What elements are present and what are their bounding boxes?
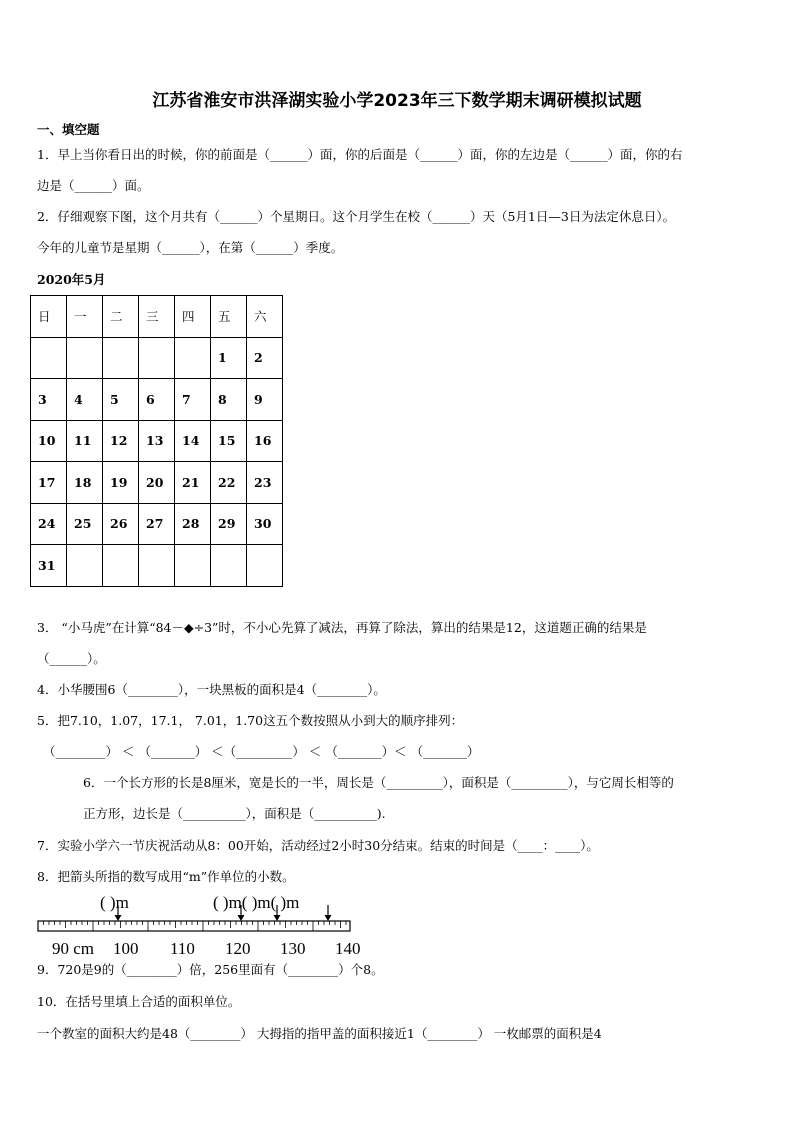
arrow-down-icon	[325, 915, 332, 921]
question-1-line-1: 1．早上当你看日出的时候，你的前面是（______）面，你的后面是（______）面，你的左边是（______）面，你的右	[37, 147, 683, 162]
calendar-table	[30, 295, 283, 587]
ruler-answer-label: ( )m	[100, 893, 129, 912]
calendar-day-cell: 22	[211, 462, 247, 504]
calendar-week-row	[31, 337, 283, 379]
question-2-line-2: 今年的儿童节是星期（______），在第（______）季度。	[37, 240, 344, 255]
calendar-week-row	[31, 545, 283, 587]
calendar-day-cell: 25	[67, 503, 103, 545]
calendar-day-cell: 7	[175, 379, 211, 421]
calendar-day-cell: 21	[175, 462, 211, 504]
question-9: 9．720是9的（________）倍，256里面有（________）个8。	[37, 962, 384, 977]
question-5-line-2: （________） ＜ （_______） ＜（_________） ＜ （_______）＜ （_______）	[43, 744, 480, 759]
calendar-day-cell: 26	[103, 503, 139, 545]
calendar-day-cell: 13	[139, 420, 175, 462]
calendar-week-row	[31, 503, 283, 545]
calendar-caption: 2020年5月	[37, 272, 106, 287]
question-6-line-1: 6．一个长方形的长是8厘米，宽是长的一半，周长是（_________），面积是（_________），与它周长相等的	[83, 775, 674, 790]
calendar-day-cell	[31, 337, 67, 379]
calendar-day-cell: 20	[139, 462, 175, 504]
calendar-header-cell: 五	[211, 296, 247, 338]
calendar-day-cell: 10	[31, 420, 67, 462]
calendar-header-row	[31, 296, 283, 338]
calendar-day-cell: 15	[211, 420, 247, 462]
calendar-day-cell: 5	[103, 379, 139, 421]
calendar-day-cell: 18	[67, 462, 103, 504]
question-2-line-1: 2．仔细观察下图，这个月共有（______）个星期日。这个月学生在校（______）天（5月1日—3日为法定休息日）。	[37, 209, 676, 224]
question-6-line-2: 正方形，边长是（__________），面积是（__________).	[83, 806, 386, 821]
calendar-header-cell: 三	[139, 296, 175, 338]
calendar-day-cell: 14	[175, 420, 211, 462]
ruler-scale-label: 120	[225, 939, 251, 958]
calendar-day-cell	[67, 545, 103, 587]
arrow-down-icon	[274, 915, 281, 921]
page-title: 江苏省淮安市洪泽湖实验小学2023年三下数学期末调研模拟试题	[152, 91, 642, 111]
calendar-day-cell: 4	[67, 379, 103, 421]
calendar-day-cell: 9	[247, 379, 283, 421]
calendar-day-cell: 16	[247, 420, 283, 462]
calendar-day-cell: 17	[31, 462, 67, 504]
calendar-day-cell: 11	[67, 420, 103, 462]
calendar-day-cell: 30	[247, 503, 283, 545]
question-5-line-1: 5．把7.10，1.07，17.1， 7.01，1.70这五个数按照从小到大的顺序排列：	[37, 713, 464, 728]
question-7: 7．实验小学六一节庆祝活动从8：00开始，活动经过2小时30分结束。结束的时间是（____：____）。	[37, 838, 599, 853]
section-heading: 一、填空题	[37, 122, 100, 137]
ruler-scale-label: 110	[170, 939, 195, 958]
arrow-down-icon	[115, 915, 122, 921]
calendar-week-row	[31, 462, 283, 504]
calendar-day-cell: 23	[247, 462, 283, 504]
ruler-scale-label: 140	[335, 939, 361, 958]
question-1-line-2: 边是（______）面。	[37, 178, 150, 193]
ruler-scale-label: 90 cm	[52, 939, 95, 958]
calendar-day-cell: 27	[139, 503, 175, 545]
calendar-day-cell	[139, 337, 175, 379]
calendar-header-cell: 一	[67, 296, 103, 338]
ruler-figure	[30, 888, 375, 962]
calendar-day-cell: 3	[31, 379, 67, 421]
calendar-week-row	[31, 420, 283, 462]
calendar-day-cell: 2	[247, 337, 283, 379]
calendar-day-cell: 31	[31, 545, 67, 587]
calendar-day-cell: 8	[211, 379, 247, 421]
calendar-header-cell: 六	[247, 296, 283, 338]
calendar-day-cell	[103, 545, 139, 587]
calendar-day-cell: 12	[103, 420, 139, 462]
question-10-line-1: 10．在括号里填上合适的面积单位。	[37, 994, 241, 1009]
question-3-line-1: 3． “小马虎”在计算“84－◆÷3”时，不小心先算了减法，再算了除法，算出的结果是12，这道题正确的结果是	[37, 620, 647, 635]
ruler-answer-label: ( )m( )m( )m	[213, 893, 300, 912]
calendar-day-cell	[103, 337, 139, 379]
calendar-day-cell: 29	[211, 503, 247, 545]
calendar-day-cell	[175, 337, 211, 379]
calendar-day-cell: 24	[31, 503, 67, 545]
arrow-down-icon	[238, 915, 245, 921]
calendar-day-cell: 6	[139, 379, 175, 421]
ruler-body	[38, 921, 350, 931]
calendar-day-cell	[67, 337, 103, 379]
question-10-line-2: 一个教室的面积大约是48（________） 大拇指的指甲盖的面积接近1（________） 一枚邮票的面积是4	[37, 1026, 602, 1041]
calendar-week-row	[31, 379, 283, 421]
calendar-day-cell	[139, 545, 175, 587]
calendar-day-cell	[175, 545, 211, 587]
question-4: 4．小华腰围6（________），一块黑板的面积是4（________）。	[37, 682, 386, 697]
calendar-day-cell	[211, 545, 247, 587]
calendar-day-cell: 1	[211, 337, 247, 379]
calendar-day-cell: 28	[175, 503, 211, 545]
calendar-header-cell: 四	[175, 296, 211, 338]
ruler-scale-label: 130	[280, 939, 306, 958]
calendar-header-cell: 日	[31, 296, 67, 338]
calendar-day-cell: 19	[103, 462, 139, 504]
question-8: 8．把箭头所指的数写成用“m”作单位的小数。	[37, 869, 295, 884]
calendar-header-cell: 二	[103, 296, 139, 338]
calendar-day-cell	[247, 545, 283, 587]
question-3-line-2: （______）。	[37, 651, 106, 666]
ruler-scale-label: 100	[113, 939, 139, 958]
